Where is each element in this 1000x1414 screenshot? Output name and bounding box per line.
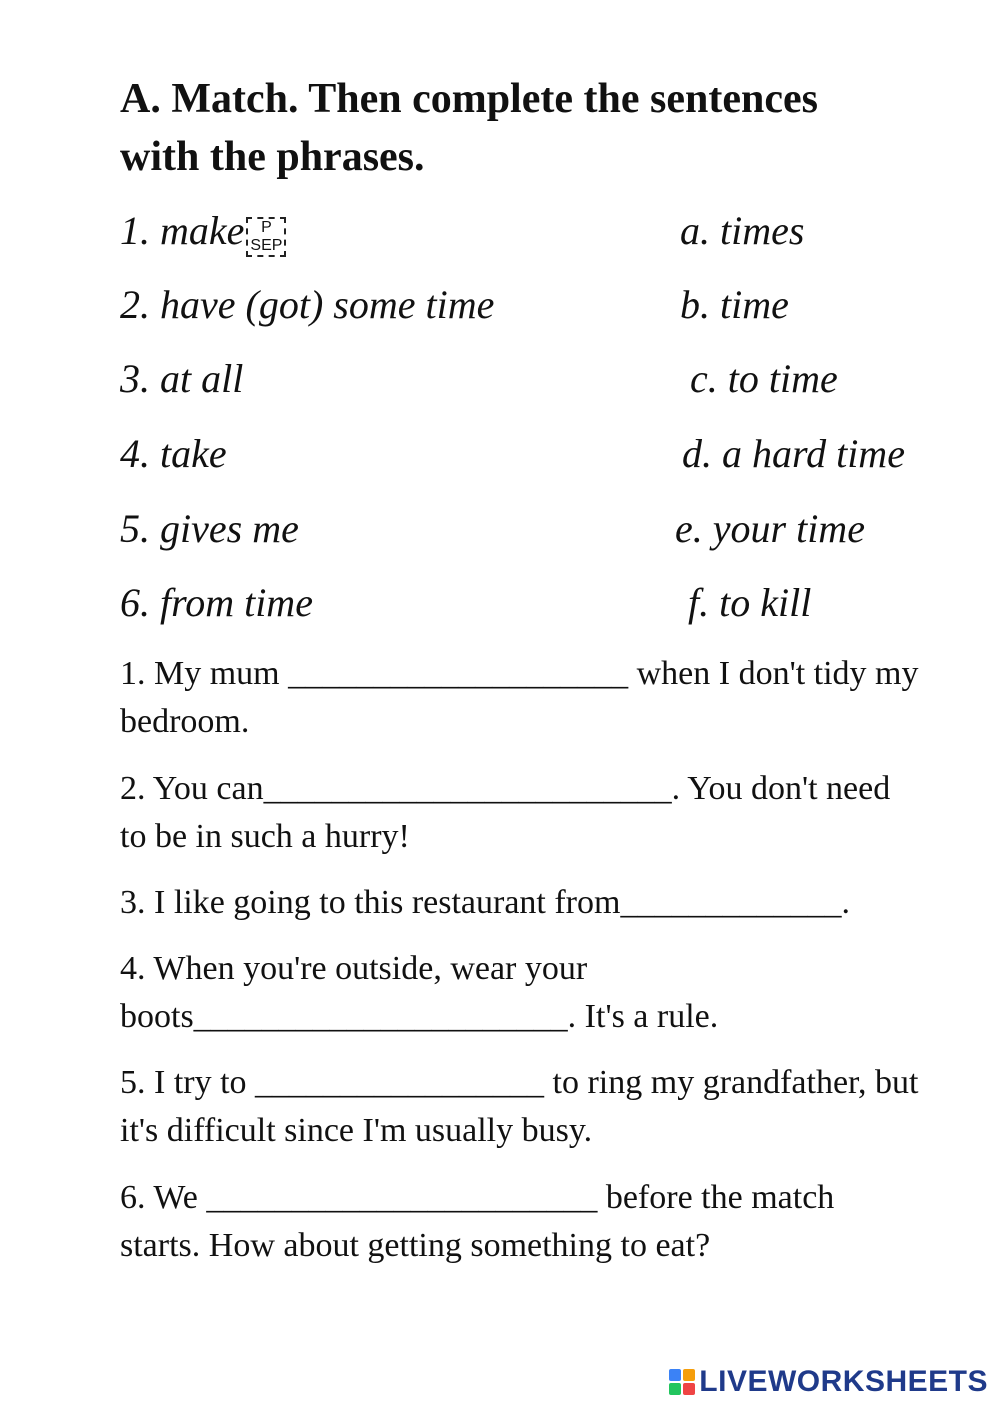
separator-glyph-icon [246, 217, 286, 257]
logo-square [669, 1369, 681, 1381]
fill-in-sentence: 4. When you're outside, wear your boots______________________. It's a rule. [120, 950, 719, 1035]
fill-in-sentence: 3. I like going to this restaurant from_____________. [120, 884, 850, 921]
fill-in-sentence: 1. My mum ____________________ when I don't tidy my bedroom. [120, 655, 919, 740]
match-left-item: 6. from time [120, 580, 313, 625]
match-left-item: 5. gives me [120, 506, 299, 551]
liveworksheets-logo-icon [669, 1369, 695, 1395]
match-right-item: f. to kill [688, 580, 812, 625]
match-left-text: 1. make [120, 208, 245, 253]
match-row [0, 504, 1000, 554]
logo-square [683, 1369, 695, 1381]
match-left-item [120, 206, 286, 257]
separator-glyph-bottom: SEP [250, 237, 283, 254]
match-left-item: 3. at all [120, 356, 244, 401]
liveworksheets-logo [669, 1362, 988, 1402]
match-left-item: 2. have (got) some time [120, 282, 495, 327]
fill-in-sentence: 6. We _______________________ before the match starts. How about getting something to eat? [120, 1179, 835, 1264]
match-row [0, 578, 1000, 628]
match-right-item: e. your time [675, 506, 865, 551]
logo-square [683, 1383, 695, 1395]
separator-glyph-top: P [261, 219, 272, 236]
logo-square [669, 1383, 681, 1395]
match-row [0, 280, 1000, 330]
match-row [0, 354, 1000, 404]
match-left-item: 4. take [120, 431, 227, 476]
fill-in-sentence: 5. I try to _________________ to ring my grandfather, but it's difficult since I'm usually busy. [120, 1064, 919, 1149]
match-row [0, 429, 1000, 479]
match-right-item: a. times [680, 208, 805, 253]
brand-name: LIVEWORKSHEETS [699, 1365, 988, 1398]
match-right-item: d. a hard time [682, 431, 905, 476]
worksheet-title: A. Match. Then complete the sentences with the phrases. [120, 76, 818, 180]
fill-in-sentence: 2. You can________________________. You don't need to be in such a hurry! [120, 770, 891, 855]
match-right-item: c. to time [690, 356, 838, 401]
match-row [0, 206, 1000, 256]
match-right-item: b. time [680, 282, 789, 327]
